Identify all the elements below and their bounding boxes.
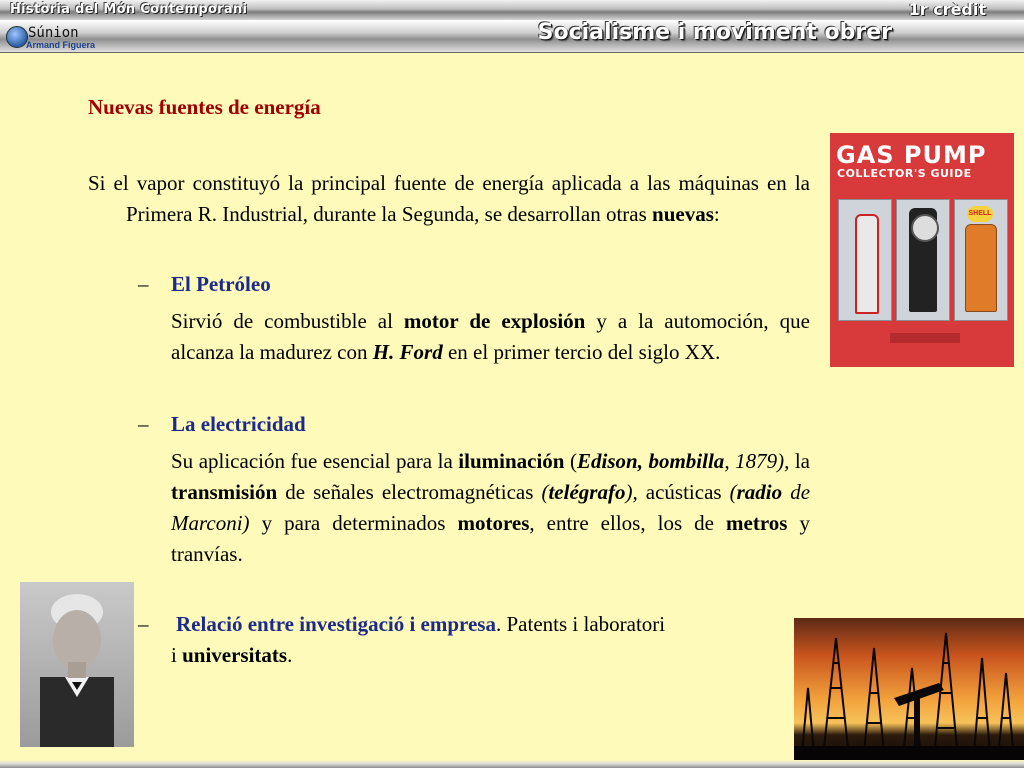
topic-title: Socialisme i moviment obrer bbox=[537, 20, 892, 45]
text: la bbox=[789, 449, 810, 473]
text: ( bbox=[564, 449, 578, 473]
italic-text: , 1879), bbox=[724, 449, 790, 473]
text: de señales electromagnéticas bbox=[277, 480, 542, 504]
intro-bold: nuevas bbox=[652, 202, 714, 226]
pump-dial bbox=[911, 214, 939, 242]
logo-name: Súnion bbox=[28, 25, 79, 41]
item-body-investigacio bbox=[88, 640, 810, 671]
italic-text: ( bbox=[729, 480, 737, 504]
portrait-svg bbox=[20, 582, 134, 747]
shell-badge: SHELL bbox=[967, 206, 993, 222]
edison-portrait-image bbox=[20, 582, 134, 747]
dash-bullet: – bbox=[138, 412, 149, 436]
list-item-petroleo bbox=[88, 269, 810, 300]
text: Sirvió de combustible al bbox=[171, 309, 404, 333]
bold-text: metros bbox=[726, 511, 788, 535]
pump-panel-2 bbox=[896, 199, 950, 321]
bold-italic-text: H. Ford bbox=[372, 340, 443, 364]
intro-paragraph bbox=[88, 168, 810, 230]
pump-1 bbox=[855, 214, 879, 314]
text: , entre ellos, los de bbox=[529, 511, 727, 535]
course-title: Història del Món Contemporani bbox=[10, 2, 248, 17]
italic-text: ), bbox=[625, 480, 638, 504]
text: y a la automoción, que alcanza la madurez con bbox=[171, 309, 810, 364]
logo-author: Armand Figuera bbox=[26, 40, 96, 50]
dash-bullet: – bbox=[138, 612, 149, 636]
text: Su aplicación fue esencial para la bbox=[171, 449, 459, 473]
bold-text: motor de explosión bbox=[403, 309, 586, 333]
gas-pump-subtitle: COLLECTOR'S GUIDE bbox=[837, 167, 972, 180]
globe-icon bbox=[6, 26, 28, 48]
item-title: Relació entre investigació i empresa bbox=[176, 612, 496, 636]
section-heading: Nuevas fuentes de energía bbox=[88, 95, 321, 119]
item-body-petroleo bbox=[88, 306, 810, 368]
oil-derricks-image bbox=[794, 618, 1024, 768]
slide-header bbox=[0, 0, 1024, 52]
text: acústicas bbox=[637, 480, 730, 504]
item-title: El Petróleo bbox=[171, 272, 271, 296]
bold-text: iluminación bbox=[458, 449, 565, 473]
credit-label: 1r crèdit bbox=[908, 0, 986, 19]
text: . Patents i laboratori bbox=[495, 612, 666, 636]
gas-pump-title: GAS PUMP bbox=[836, 141, 987, 169]
text: y para determinados bbox=[249, 511, 458, 535]
bold-italic-text: telégrafo bbox=[548, 480, 626, 504]
book-footer bbox=[890, 333, 960, 343]
bold-italic-text: radio bbox=[736, 480, 783, 504]
text: en el primer tercio del siglo XX. bbox=[442, 340, 721, 364]
bold-text: universitats bbox=[182, 643, 288, 667]
dash-bullet: – bbox=[138, 272, 149, 296]
derricks-svg bbox=[794, 618, 1024, 768]
sunion-logo bbox=[6, 24, 116, 50]
bold-text: transmisión bbox=[171, 480, 278, 504]
italic-text: de Marconi) bbox=[171, 480, 811, 535]
item-title: La electricidad bbox=[171, 412, 306, 436]
text: y tranvías. bbox=[171, 511, 810, 566]
list-item-investigacio bbox=[88, 609, 810, 640]
pump-3 bbox=[965, 224, 997, 312]
intro-end: : bbox=[713, 202, 720, 226]
text: . bbox=[287, 643, 293, 667]
italic-text: ( bbox=[541, 480, 549, 504]
bold-italic-text: Edison, bombilla bbox=[577, 449, 725, 473]
slide-content bbox=[88, 92, 810, 671]
pump-panel-3 bbox=[954, 199, 1008, 321]
bold-text: motores bbox=[457, 511, 530, 535]
list-item-electricidad bbox=[88, 409, 810, 440]
pump-panel-1 bbox=[838, 199, 892, 321]
text: i bbox=[171, 643, 183, 667]
intro-text: Si el vapor constituyó la principal fuente de energía aplicada a las máquinas en la Primera R. Industrial, durante la Segunda, se desarrollan otras bbox=[88, 171, 810, 226]
item-body-electricidad bbox=[88, 446, 810, 570]
footer-line bbox=[0, 760, 1024, 768]
gas-pump-book-image bbox=[830, 133, 1014, 367]
